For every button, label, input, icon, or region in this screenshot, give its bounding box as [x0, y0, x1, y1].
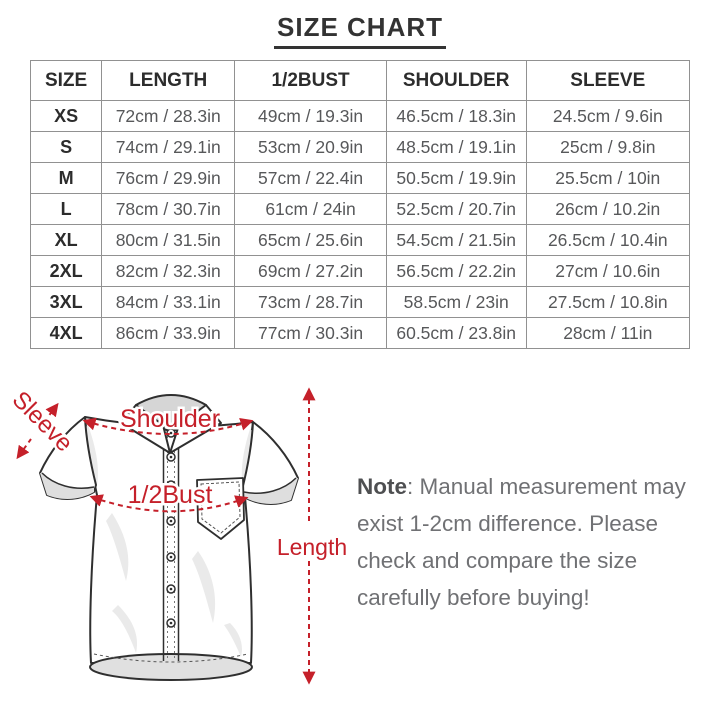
cell-bust: 69cm / 27.2in [235, 256, 387, 287]
page-title: SIZE CHART [274, 12, 446, 49]
cell-sleeve: 27cm / 10.6in [526, 256, 689, 287]
cell-bust: 61cm / 24in [235, 194, 387, 225]
cell-length: 72cm / 28.3in [102, 101, 235, 132]
cell-bust: 57cm / 22.4in [235, 163, 387, 194]
note-body: : Manual measurement may exist 1-2cm difference. Please check and compare the size carefully before buying! [357, 474, 686, 610]
col-header-shoulder: SHOULDER [386, 61, 526, 101]
length-measure-label: Length [276, 534, 348, 560]
cell-bust: 77cm / 30.3in [235, 318, 387, 349]
size-table [30, 60, 690, 349]
sleeve-measure-label: Sleeve [6, 386, 78, 458]
cell-bust: 49cm / 19.3in [235, 101, 387, 132]
cell-shoulder: 56.5cm / 22.2in [386, 256, 526, 287]
table-row-4xl [31, 318, 690, 349]
cell-sleeve: 28cm / 11in [526, 318, 689, 349]
cell-sleeve: 25.5cm / 10in [526, 163, 689, 194]
cell-size: M [31, 163, 102, 194]
cell-size: XL [31, 225, 102, 256]
table-row-3xl [31, 287, 690, 318]
note-text [357, 468, 693, 616]
table-header-row [31, 61, 690, 101]
cell-shoulder: 48.5cm / 19.1in [386, 132, 526, 163]
cell-length: 74cm / 29.1in [102, 132, 235, 163]
cell-length: 82cm / 32.3in [102, 256, 235, 287]
cell-sleeve: 25cm / 9.8in [526, 132, 689, 163]
cell-length: 76cm / 29.9in [102, 163, 235, 194]
cell-size: S [31, 132, 102, 163]
cell-length: 80cm / 31.5in [102, 225, 235, 256]
col-header-length: LENGTH [102, 61, 235, 101]
cell-size: 2XL [31, 256, 102, 287]
table-row-m [31, 163, 690, 194]
cell-shoulder: 60.5cm / 23.8in [386, 318, 526, 349]
table-row-xl [31, 225, 690, 256]
cell-size: 4XL [31, 318, 102, 349]
cell-length: 78cm / 30.7in [102, 194, 235, 225]
cell-shoulder: 52.5cm / 20.7in [386, 194, 526, 225]
cell-bust: 73cm / 28.7in [235, 287, 387, 318]
cell-bust: 53cm / 20.9in [235, 132, 387, 163]
cell-sleeve: 26.5cm / 10.4in [526, 225, 689, 256]
table-row-xs [31, 101, 690, 132]
shoulder-measure-label: Shoulder [119, 405, 221, 433]
table-row-l [31, 194, 690, 225]
cell-sleeve: 24.5cm / 9.6in [526, 101, 689, 132]
sleeve-arrow-lower [18, 439, 31, 457]
shirt-diagram [0, 373, 350, 707]
cell-shoulder: 58.5cm / 23in [386, 287, 526, 318]
shirt-illustration [0, 373, 350, 707]
title-wrap [0, 12, 720, 49]
table-row-2xl [31, 256, 690, 287]
cell-length: 84cm / 33.1in [102, 287, 235, 318]
note-label: Note [357, 474, 407, 499]
cell-size: L [31, 194, 102, 225]
cell-size: XS [31, 101, 102, 132]
cell-size: 3XL [31, 287, 102, 318]
col-header-bust: 1/2BUST [235, 61, 387, 101]
table-row-s [31, 132, 690, 163]
col-header-sleeve: SLEEVE [526, 61, 689, 101]
cell-sleeve: 27.5cm / 10.8in [526, 287, 689, 318]
cell-shoulder: 54.5cm / 21.5in [386, 225, 526, 256]
col-header-size: SIZE [31, 61, 102, 101]
cell-bust: 65cm / 25.6in [235, 225, 387, 256]
cell-sleeve: 26cm / 10.2in [526, 194, 689, 225]
cell-shoulder: 46.5cm / 18.3in [386, 101, 526, 132]
bust-measure-label: 1/2Bust [127, 481, 213, 509]
cell-shoulder: 50.5cm / 19.9in [386, 163, 526, 194]
cell-length: 86cm / 33.9in [102, 318, 235, 349]
